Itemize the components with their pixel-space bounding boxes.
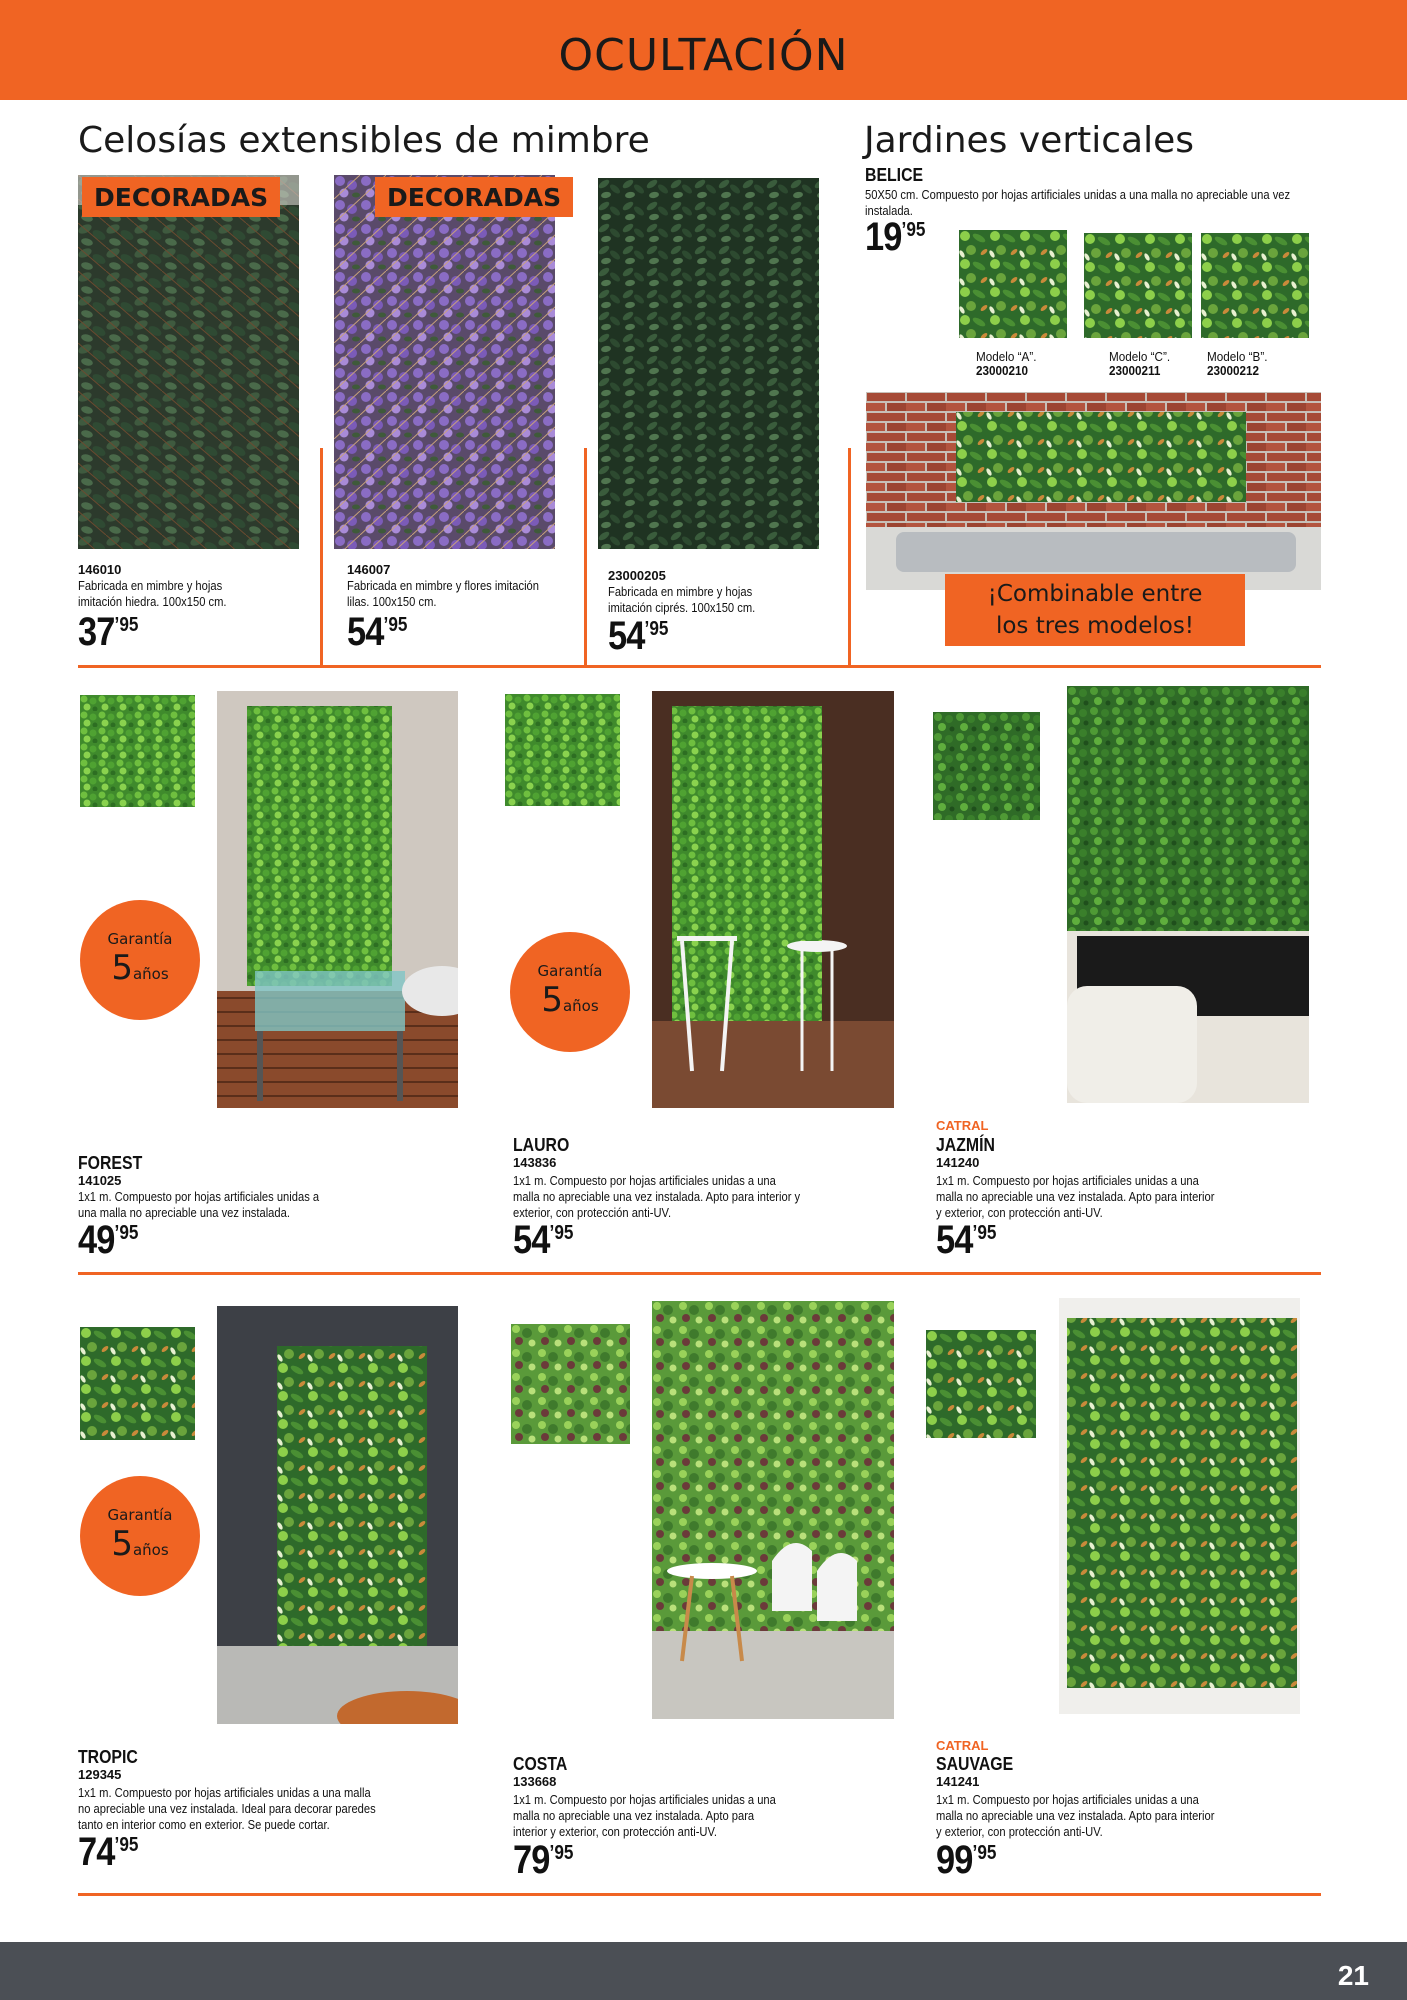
product-price: $49^{’95}$ <box>78 1218 139 1262</box>
celosias-title: Celosías extensibles de mimbre <box>78 120 650 161</box>
product-description: 1x1 m. Compuesto por hojas artificiales unidas a una malla no apreciable una vez instalada. Apto para interior y exterior, con protección anti-UV. <box>936 1173 1215 1220</box>
belice-room-image <box>866 392 1321 590</box>
model-a-label: Modelo “A”. 23000210 <box>976 349 1037 378</box>
sauvage-swatch <box>926 1330 1036 1438</box>
product-name: LAURO <box>513 1135 570 1155</box>
product-image-hiedra <box>78 175 299 549</box>
product-name: SAUVAGE <box>936 1754 1014 1774</box>
product-code: 146007 <box>347 562 391 577</box>
product-code: 133668 <box>513 1774 557 1789</box>
lauro-swatch <box>505 694 620 806</box>
product-description: Fabricada en mimbre y hojas imitación ciprés. 100x150 cm. <box>608 584 756 615</box>
product-code: 141240 <box>936 1155 980 1170</box>
product-price: $99^{’95}$ <box>936 1838 997 1882</box>
product-description: 1x1 m. Compuesto por hojas artificiales unidas a una malla no apreciable una vez instalada. Ideal para decorar paredes tanto en interior como en exterior. Se puede cortar. <box>78 1785 376 1832</box>
model-b-label: Modelo “B”. 23000212 <box>1207 349 1268 378</box>
product-description: 1x1 m. Compuesto por hojas artificiales unidas a una malla no apreciable una vez instalada. Apto para interior y exterior, con protección anti-UV. <box>513 1792 776 1839</box>
sauvage-scene-image <box>1059 1298 1300 1714</box>
product-name: TROPIC <box>78 1747 138 1767</box>
product-code: 141241 <box>936 1774 980 1789</box>
costa-swatch <box>511 1324 630 1444</box>
decoradas-badge: DECORADAS <box>82 177 280 217</box>
product-code: 146010 <box>78 562 122 577</box>
jardines-title: Jardines verticales <box>864 120 1194 161</box>
divider <box>320 448 323 666</box>
garantia-badge: Garantía 5años <box>80 1476 200 1596</box>
garantia-badge: Garantía 5años <box>510 932 630 1052</box>
product-image-cipres <box>598 178 819 549</box>
product-price: $54^{’95}$ <box>347 610 408 654</box>
forest-scene-image <box>217 691 458 1108</box>
product-description: Fabricada en mimbre y hojas imitación hiedra. 100x150 cm. <box>78 578 227 609</box>
combinable-callout: ¡Combinable entre los tres modelos! <box>945 574 1245 646</box>
page-number: 21 <box>1337 1960 1369 1991</box>
brand-label: CATRAL <box>936 1118 989 1133</box>
product-name: FOREST <box>78 1153 143 1173</box>
model-c-image <box>1084 233 1192 338</box>
jazmin-swatch <box>933 712 1040 820</box>
brand-label: CATRAL <box>936 1738 989 1753</box>
divider <box>848 448 851 666</box>
product-code: 23000205 <box>608 568 666 583</box>
product-image-lilas <box>334 175 555 549</box>
garantia-badge: Garantía 5años <box>80 900 200 1020</box>
jazmin-scene-image <box>1067 686 1309 1103</box>
product-price: $74^{’95}$ <box>78 1830 139 1874</box>
divider <box>584 448 587 666</box>
page-title: OCULTACIÓN <box>558 30 849 81</box>
product-code: 141025 <box>78 1173 122 1188</box>
product-description: 1x1 m. Compuesto por hojas artificiales unidas a una malla no apreciable una vez instalada. Apto para interior y exterior, con protección anti-UV. <box>513 1173 801 1220</box>
tropic-scene-image <box>217 1306 458 1724</box>
footer-bar <box>0 1942 1407 2000</box>
model-c-label: Modelo “C”. 23000211 <box>1109 349 1171 378</box>
product-price: $54^{’95}$ <box>608 614 669 658</box>
product-description: 1x1 m. Compuesto por hojas artificiales unidas a una malla no apreciable una vez instalada. <box>78 1189 320 1220</box>
forest-swatch <box>80 695 195 807</box>
product-code: 129345 <box>78 1767 122 1782</box>
costa-scene-image <box>652 1301 894 1719</box>
model-a-image <box>959 230 1067 338</box>
decoradas-badge: DECORADAS <box>375 177 573 217</box>
tropic-swatch <box>80 1327 195 1440</box>
product-description: 1x1 m. Compuesto por hojas artificiales unidas a una malla no apreciable una vez instalada. Apto para interior y exterior, con protección anti-UV. <box>936 1792 1215 1839</box>
product-name: COSTA <box>513 1754 568 1774</box>
product-code: 143836 <box>513 1155 557 1170</box>
product-description: Fabricada en mimbre y flores imitación lilas. 100x150 cm. <box>347 578 539 609</box>
product-name: JAZMÍN <box>936 1135 995 1155</box>
section-divider <box>78 665 1321 668</box>
product-price: $54^{’95}$ <box>513 1218 574 1262</box>
product-price: $54^{’95}$ <box>936 1218 997 1262</box>
product-price: $37^{’95}$ <box>78 610 139 654</box>
section-divider <box>78 1893 1321 1896</box>
product-price: $79^{’95}$ <box>513 1838 574 1882</box>
section-divider <box>78 1272 1321 1275</box>
lauro-scene-image <box>652 691 894 1108</box>
model-b-image <box>1201 233 1309 338</box>
product-price: $19^{’95}$ <box>865 215 926 259</box>
product-name: BELICE <box>865 165 924 185</box>
product-description: 50X50 cm. Compuesto por hojas artificiales unidas a una malla no apreciable una vez instalada. <box>865 187 1291 218</box>
